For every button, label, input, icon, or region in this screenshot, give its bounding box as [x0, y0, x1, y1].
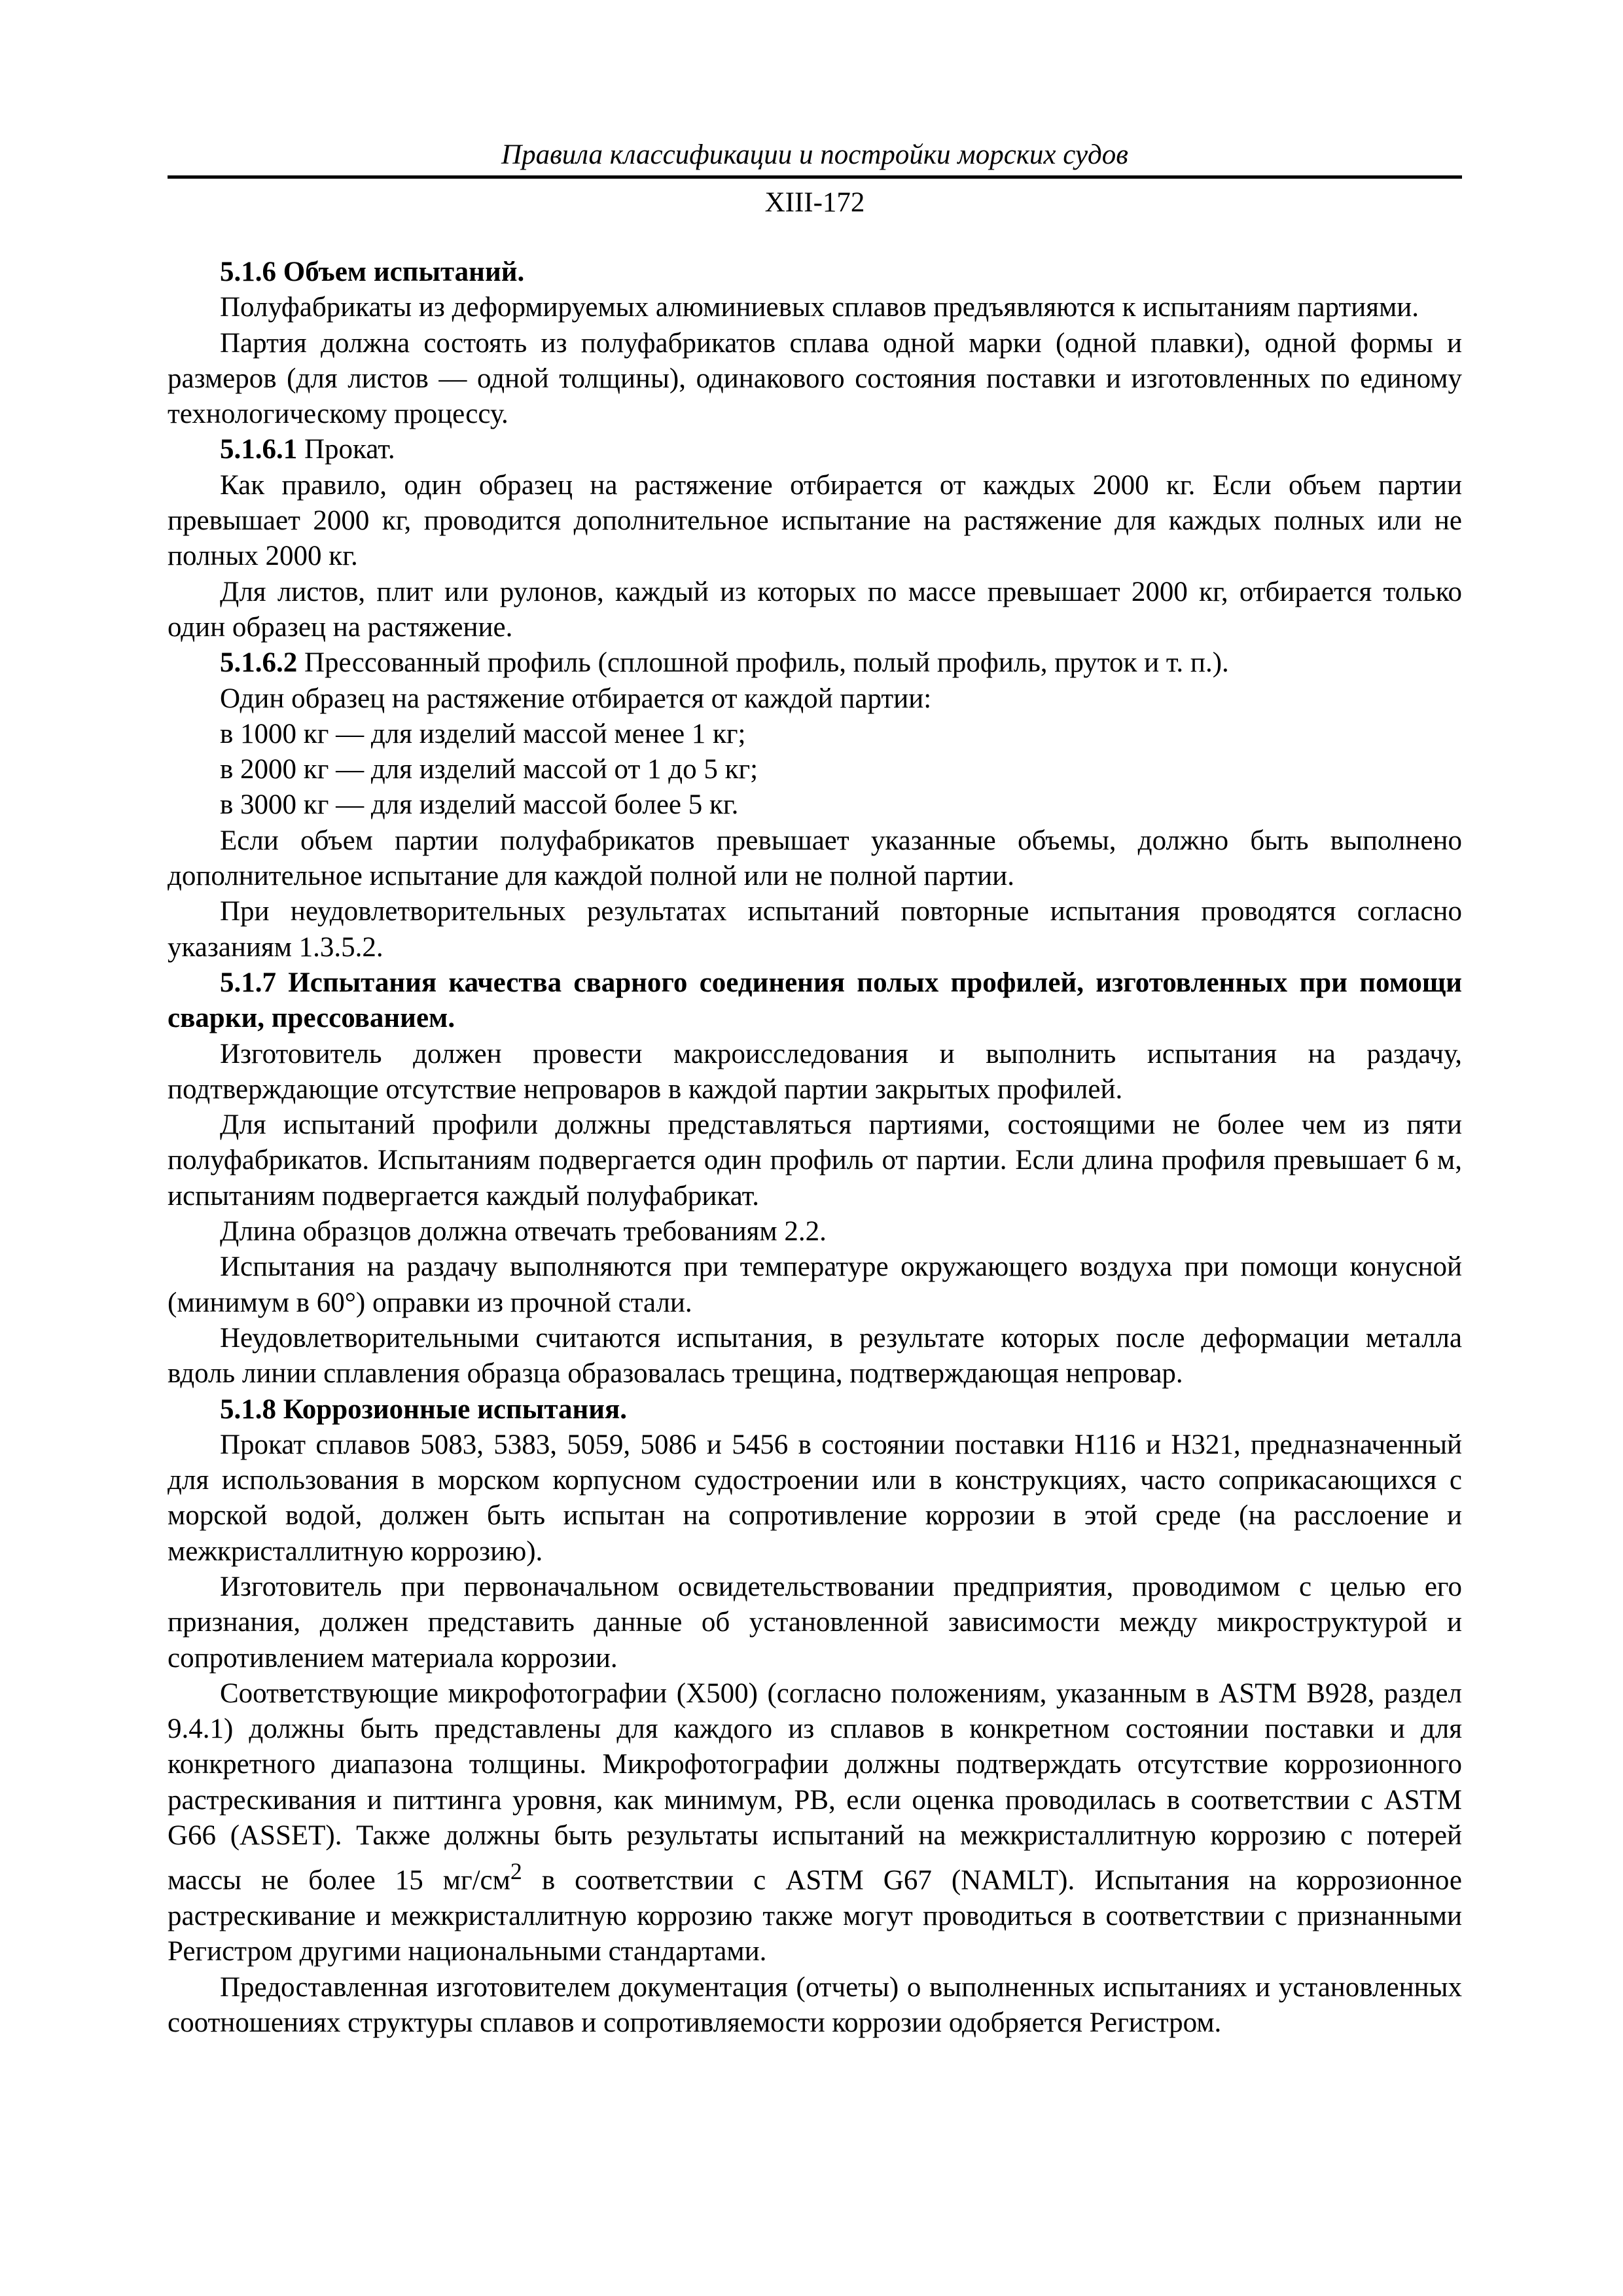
- paragraph: Для листов, плит или рулонов, каждый из которых по массе превышает 2000 кг, отбирается только один образец на растяжение.: [168, 576, 1462, 643]
- header-rule: [168, 175, 1462, 179]
- list-item: в 3000 кг — для изделий массой более 5 кг.: [220, 789, 739, 821]
- section-heading-5-1-7: [168, 965, 1462, 1037]
- subsection-number: 5.1.6.1: [220, 434, 298, 465]
- subsection-5-1-6-2: [168, 645, 1462, 681]
- paragraph: Партия должна состоять из полуфабрикатов сплава одной марки (одной плавки), одной формы и размеров (для листов — одной толщины), одинакового состояния поставки и изготовленных по единому технологическому процессу.: [168, 327, 1462, 430]
- section-heading-text: 5.1.8 Коррозионные испытания.: [220, 1393, 628, 1425]
- section-heading-text: 5.1.7 Испытания качества сварного соединения полых профилей, изготовленных при помощи сварки, прессованием.: [168, 967, 1462, 1034]
- section-heading-5-1-6: [168, 255, 1462, 290]
- subsection-number: 5.1.6.2: [220, 647, 298, 679]
- paragraph: Изготовитель должен провести макроисследования и выполнить испытания на раздачу, подтверждающие отсутствие непроваров в каждой партии закрытых профилей.: [168, 1038, 1462, 1105]
- page-number: XIII-172: [764, 187, 865, 218]
- paragraph: Для испытаний профили должны представляться партиями, состоящими не более чем из пяти полуфабрикатов. Испытаниям подвергается один профиль от партии. Если длина профиля превышает 6 м, испытаниям подвергается каждый полуфабрикат.: [168, 1109, 1462, 1211]
- list-item: в 2000 кг — для изделий массой от 1 до 5 кг;: [220, 754, 758, 785]
- running-header: Правила классификации и постройки морских судов: [501, 139, 1128, 170]
- section-heading-5-1-8: [168, 1392, 1462, 1427]
- paragraph: Полуфабрикаты из деформируемых алюминиевых сплавов предъявляются к испытаниям партиями.: [220, 292, 1419, 323]
- superscript: 2: [510, 1858, 522, 1885]
- paragraph: Испытания на раздачу выполняются при температуре окружающего воздуха при помощи конусной (минимум в 60°) оправки из прочной стали.: [168, 1251, 1462, 1318]
- paragraph: Предоставленная изготовителем документация (отчеты) о выполненных испытаниях и установленных соотношениях структуры сплавов и сопротивляемости коррозии одобряется Регистром.: [168, 1971, 1462, 2038]
- paragraph-text: в соответствии с ASTM G67 (NAMLT). Испытания на коррозионное растрескивание и межкристаллитную коррозию также могут проводиться в соответствии с признанными Регистром другими национальными стандартами.: [168, 1865, 1462, 1967]
- paragraph-text: Соответствующие микрофотографии (X500) (согласно положениям, указанным в ASTM B928, раздел 9.4.1) должны быть представлены для каждого из сплавов в конкретном состоянии поставки и для конкретного диапазона толщины. Микрофотографии должны подтверждать отсутствие коррозионного растрескивания и питтинга уровня, как минимум, PB, если оценка проводилась в соответствии с ASTM G66 (ASSET). Также должны быть результаты испытаний на межкристаллитную коррозию с потерей массы не более 15 мг/см: [168, 1677, 1462, 1896]
- paragraph: Если объем партии полуфабрикатов превышает указанные объемы, должно быть выполнено дополнительное испытание для каждой полной или не полной партии.: [168, 825, 1462, 892]
- paragraph: Длина образцов должна отвечать требованиям 2.2.: [220, 1216, 827, 1247]
- paragraph: При неудовлетворительных результатах испытаний повторные испытания проводятся согласно указаниям 1.3.5.2.: [168, 896, 1462, 963]
- document-body: [168, 255, 1462, 2041]
- subsection-5-1-6-1: [168, 432, 1462, 467]
- subsection-title: Прокат.: [297, 434, 395, 465]
- paragraph: Прокат сплавов 5083, 5383, 5059, 5086 и 5456 в состоянии поставки H116 и H321, предназначенный для использования в морском корпусном судостроении или в конструкциях, часто соприкасающихся с морской водой, должен быть испытан на сопротивление коррозии в этой среде (на расслоение и межкристаллитную коррозию).: [168, 1429, 1462, 1567]
- paragraph: Как правило, один образец на растяжение отбирается от каждых 2000 кг. Если объем партии превышает 2000 кг, проводится дополнительное испытание на растяжение для каждых полных или не полных 2000 кг.: [168, 469, 1462, 572]
- section-heading-text: 5.1.6 Объем испытаний.: [220, 257, 525, 287]
- paragraph: Неудовлетворительными считаются испытания, в результате которых после деформации металла вдоль линии сплавления образца образовалась трещина, подтверждающая непровар.: [168, 1322, 1462, 1390]
- paragraph: Один образец на растяжение отбирается от каждой партии:: [220, 683, 932, 714]
- subsection-title: Прессованный профиль (сплошной профиль, полый профиль, пруток и т. п.).: [297, 647, 1229, 679]
- paragraph: Изготовитель при первоначальном освидетельствовании предприятия, проводимом с целью его признания, должен представить данные об установленной зависимости между микроструктурой и сопротивлением материала коррозии.: [168, 1571, 1462, 1674]
- paragraph: [168, 1676, 1462, 1970]
- list-item: в 1000 кг — для изделий массой менее 1 кг;: [220, 718, 746, 749]
